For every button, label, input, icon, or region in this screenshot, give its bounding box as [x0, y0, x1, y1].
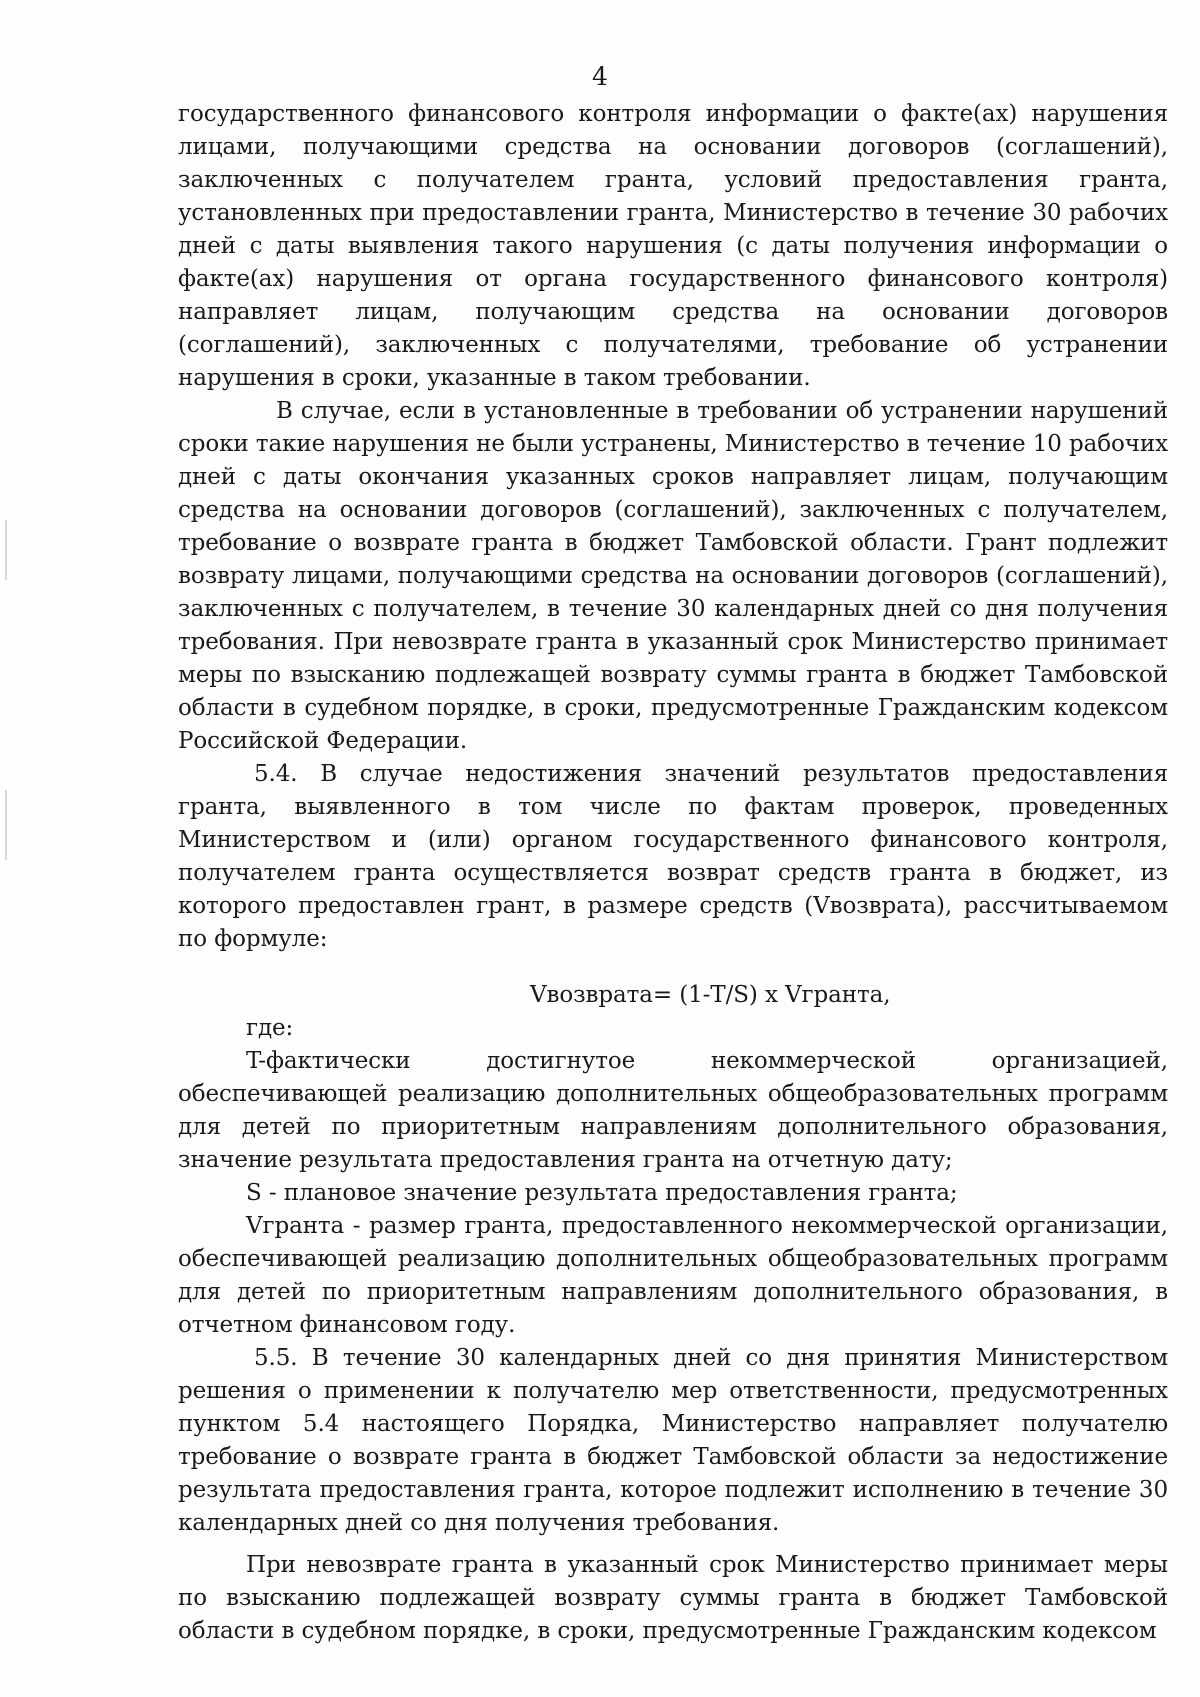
- document-body: [178, 98, 1168, 1648]
- where-label: где:: [246, 1015, 294, 1041]
- definition-v: Vгранта - размер гранта, предоставленного некоммерческой организации, обеспечивающей реализацию дополнительных общеобразовательных программ для детей по приоритетным направлениям дополнительного образования, в отчетном финансовом году.: [178, 1213, 1168, 1338]
- scan-artifact: [5, 520, 7, 580]
- paragraph-continuation: государственного финансового контроля информации о факте(ах) нарушения лицами, получающими средства на основании договоров (соглашений), заключенных с получателем гранта, условий предоставления гранта, установленных при предоставлении гранта, Министерство в течение 30 рабочих дней с даты выявления такого нарушения (с даты получения информации о факте(ах) нарушения от органа государственного финансового контроля) направляет лицам, получающим средства на основании договоров (соглашений), заключенных с получателями, требование об устранении нарушения в сроки, указанные в таком требовании.: [178, 101, 1168, 391]
- definition-t: T-фактически достигнутое некоммерческой организацией, обеспечивающей реализацию дополнительных общеобразовательных программ для детей по приоритетным направлениям дополнительного образования, значение результата предоставления гранта на отчетную дату;: [178, 1048, 1168, 1173]
- scan-artifact: [5, 790, 7, 860]
- paragraph-violations: В случае, если в установленные в требовании об устранении нарушений сроки такие нарушения не были устранены, Министерство в течение 10 рабочих дней с даты окончания указанных сроков направляет лицам, получающим средства на основании договоров (соглашений), заключенных с получателем, требование о возврате гранта в бюджет Тамбовской области. Грант подлежит возврату лицами, получающими средства на основании договоров (соглашений), заключенных с получателем, в течение 30 календарных дней со дня получения требования. При невозврате гранта в указанный срок Министерство принимает меры по взысканию подлежащей возврату суммы гранта в бюджет Тамбовской области в судебном порядке, в сроки, предусмотренные Гражданским кодексом Российской Федерации.: [178, 398, 1168, 754]
- paragraph-5-5: 5.5. В течение 30 календарных дней со дня принятия Министерством решения о применении к получателю мер ответственности, предусмотренных пунктом 5.4 настоящего Порядка, Министерство направляет получателю требование о возврате гранта в бюджет Тамбовской области за недостижение результата предоставления гранта, которое подлежит исполнению в течение 30 календарных дней со дня получения требования.: [178, 1345, 1168, 1536]
- formula: Vвозврата= (1-T/S) x Vгранта,: [530, 982, 891, 1008]
- paragraph-recovery: При невозврате гранта в указанный срок Министерство принимает меры по взысканию подлежащей возврату суммы гранта в бюджет Тамбовской области в судебном порядке, в сроки, предусмотренные Гражданским кодексом: [178, 1552, 1168, 1644]
- page-number: 4: [592, 62, 608, 91]
- definition-s: S - плановое значение результата предоставления гранта;: [246, 1180, 958, 1206]
- paragraph-5-4: 5.4. В случае недостижения значений результатов предоставления гранта, выявленного в том числе по фактам проверок, проведенных Министерством и (или) органом государственного финансового контроля, получателем гранта осуществляется возврат средств гранта в бюджет, из которого предоставлен грант, в размере средств (Vвозврата), рассчитываемом по формуле:: [178, 761, 1168, 952]
